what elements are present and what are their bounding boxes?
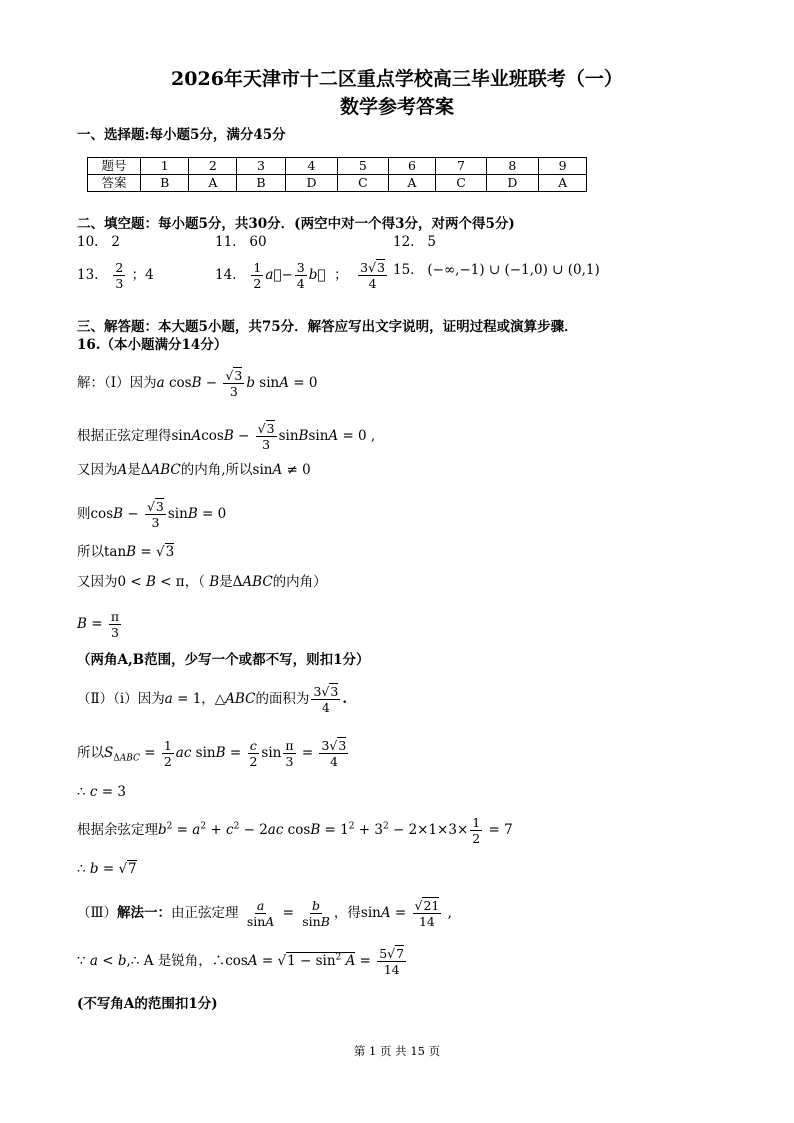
table-cell: 1 — [141, 158, 189, 175]
table-cell: B — [141, 175, 189, 192]
sol-line-9: 所以$S_{\Delta ABC}$ = $\frac{1}{2}$ ac sinB = $\frac{c}{2}$ sin $\frac{\pi}{3}$ = $\frac{3√3}{4}$ — [77, 738, 347, 769]
table-cell-label: 题号 — [88, 158, 141, 175]
table-cell: A — [388, 175, 436, 192]
sol-line-1: 解：（Ⅰ）因为a cosB − $\frac{√3}{3}$ b sinA = 0 — [77, 368, 318, 399]
answer-key-title: 数学参考答案 — [339, 96, 454, 118]
sol-line-12: ∴ b = √7 — [77, 861, 137, 877]
sol-line-13: （Ⅲ）解法一：由正弦定理 $\frac{a}{\sin A}$ = $\frac{b}{\sin B}$ ，得sinA = $\frac{√21}{14}$ , — [77, 898, 452, 929]
table-cell: C — [436, 175, 486, 192]
table-cell: A — [539, 175, 587, 192]
table-cell: D — [486, 175, 539, 192]
table-cell: 3 — [237, 158, 285, 175]
sol-line-14: ∵ a < b,∴ A 是锐角，∴cosA = $√1 - \sin^2 A$ = $\frac{5√7}{14}$ — [77, 946, 405, 977]
table-cell: 5 — [338, 158, 388, 175]
table-cell: B — [237, 175, 285, 192]
table-cell: 6 — [388, 158, 436, 175]
sol-line-8: （Ⅱ）（ⅰ）因为a = 1，△ABC的面积为 $\frac{3√3}{4}$ . — [77, 684, 348, 715]
table-cell: 8 — [486, 158, 539, 175]
section-choice-heading: 一、选择题:每小题5分，满分45分 — [77, 127, 286, 143]
answer-table — [87, 157, 587, 192]
sol-line-10: ∴ c = 3 — [77, 784, 126, 800]
section-solution-heading: 三、解答题：本大题5小题，共75分．解答应写出文字说明，证明过程或演算步骤． — [77, 319, 578, 335]
sol-line-3: 又因为A是ΔABC的内角,所以sinA ≠ 0 — [77, 462, 311, 478]
sol-line-6: 又因为0 < B < π，（ B是ΔABC的内角） — [77, 574, 327, 590]
fill-q14: 14. $\frac{1}{2}$ a⃗− $\frac{3}{4}$ b⃗ ； $\frac{3√3}{4}$ — [215, 260, 386, 291]
sol-line-2: 根据正弦定理得sinAcosB − $\frac{√3}{3}$ sinBsinA = 0 , — [77, 421, 376, 452]
fill-q12: 12. 5 — [393, 234, 436, 250]
table-cell-label: 答案 — [88, 175, 141, 192]
sol-line-7: B = $\frac{\pi}{3}$ — [77, 609, 120, 640]
table-row-numbers — [88, 158, 587, 175]
fill-q10: 10. 2 — [77, 234, 120, 250]
grading-note-1: （两角A,B范围，少写一个或都不写，则扣1分） — [77, 652, 370, 668]
table-cell: 2 — [189, 158, 237, 175]
fill-q11: 11. 60 — [215, 234, 267, 250]
sol-line-11: 根据余弦定理$b^2 = a^2 + c^2 - 2ac$ $\cos B = 1^2 + 3^2 - 2\times 1\times 3\times$ $\frac{1}{2}$ = 7 — [77, 815, 513, 846]
exam-title: 2026年天津市十二区重点学校高三毕业班联考（一） — [171, 68, 623, 90]
table-row-answers — [88, 175, 587, 192]
table-cell: C — [338, 175, 388, 192]
fill-q15: 15. (−∞,−1) ∪ (−1,0) ∪ (0,1) — [393, 262, 600, 278]
table-cell: 7 — [436, 158, 486, 175]
table-cell: D — [285, 175, 338, 192]
table-cell: 4 — [285, 158, 338, 175]
table-cell: 9 — [539, 158, 587, 175]
page-footer: 第 1 页 共 15 页 — [353, 1044, 441, 1058]
fill-q13: 13. $\frac{2}{3}$ ；4 — [77, 260, 154, 291]
section-fill-heading: 二、填空题：每小题5分，共30分．(两空中对一个得3分，对两个得5分) — [77, 216, 515, 232]
q16-heading: 16.（本小题满分14分） — [77, 337, 228, 353]
table-cell: A — [189, 175, 237, 192]
grading-note-2: (不写角A的范围扣1分) — [77, 996, 218, 1012]
sol-line-5: 所以tanB = √3 — [77, 544, 175, 560]
sol-line-4: 则cosB − $\frac{√3}{3}$ sinB = 0 — [77, 499, 227, 530]
